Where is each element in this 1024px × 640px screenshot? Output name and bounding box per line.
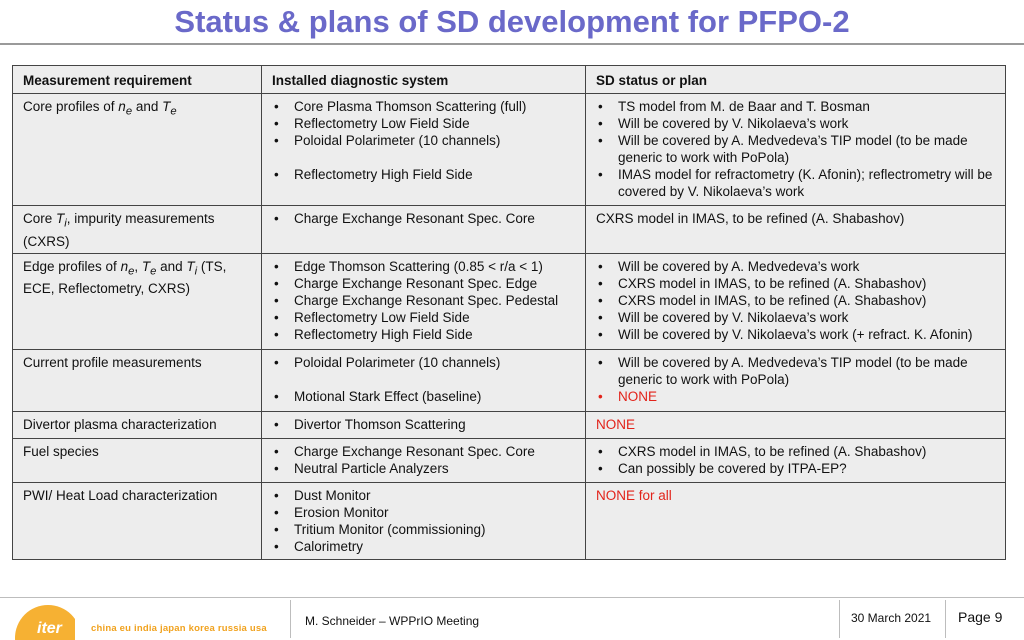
list-item: • Reflectometry High Field Side bbox=[272, 326, 577, 343]
systems-cell bbox=[262, 438, 586, 482]
list-item: • Reflectometry High Field Side bbox=[272, 166, 577, 183]
list-item: • Edge Thomson Scattering (0.85 < r/a < 1) bbox=[272, 258, 577, 275]
systems-cell bbox=[262, 94, 586, 206]
list-item: • Erosion Monitor bbox=[272, 504, 577, 521]
list-item: • Will be covered by V. Nikolaeva’s work bbox=[596, 309, 997, 326]
footer-divider bbox=[0, 597, 1024, 598]
table-row bbox=[13, 349, 1006, 411]
list-item: • CXRS model in IMAS, to be refined (A. Shabashov) bbox=[596, 443, 997, 460]
logo-text: iter bbox=[37, 620, 62, 637]
requirement-cell: PWI/ Heat Load characterization bbox=[13, 482, 262, 559]
systems-cell bbox=[262, 411, 586, 438]
table-header-row bbox=[13, 66, 1006, 94]
list-item: • NONE bbox=[596, 388, 997, 405]
status-cell: CXRS model in IMAS, to be refined (A. Shabashov) bbox=[586, 206, 1006, 254]
list-item: • Will be covered by A. Medvedeva’s work bbox=[596, 258, 997, 275]
table-row bbox=[13, 94, 1006, 206]
table-row bbox=[13, 482, 1006, 559]
systems-cell bbox=[262, 206, 586, 254]
list-item: • IMAS model for refractometry (K. Afonin); reflectrometry will be covered by V. Nikolaeva’s work bbox=[596, 166, 997, 200]
list-item: • Neutral Particle Analyzers bbox=[272, 460, 577, 477]
list-item: • Tritium Monitor (commissioning) bbox=[272, 521, 577, 538]
requirement-cell: Core $T_i$, impurity measurements (CXRS) bbox=[13, 206, 262, 254]
table-row bbox=[13, 411, 1006, 438]
table-row bbox=[13, 206, 1006, 254]
requirement-cell: Edge profiles of $n_e$, $T_e$ and $T_i$ (TS, ECE, Reflectometry, CXRS) bbox=[13, 253, 262, 349]
requirement-cell: Divertor plasma characterization bbox=[13, 411, 262, 438]
requirement-cell: Fuel species bbox=[13, 438, 262, 482]
header-installed-diagnostic-system: Installed diagnostic system bbox=[262, 66, 586, 94]
list-item: • Poloidal Polarimeter (10 channels) bbox=[272, 354, 577, 371]
slide-title: Status & plans of SD development for PFPO-2 bbox=[174, 4, 850, 39]
page-number: Page 9 bbox=[958, 609, 1003, 625]
header-sd-status: SD status or plan bbox=[586, 66, 1006, 94]
systems-cell bbox=[262, 253, 586, 349]
list-item: • Will be covered by A. Medvedeva’s TIP model (to be made generic to work with PoPola) bbox=[596, 354, 997, 388]
status-cell: NONE bbox=[586, 411, 1006, 438]
logo-countries: china eu india japan korea russia usa bbox=[91, 623, 267, 634]
list-item: • TS model from M. de Baar and T. Bosman bbox=[596, 98, 997, 115]
list-item: • Motional Stark Effect (baseline) bbox=[272, 388, 577, 405]
status-table bbox=[12, 65, 1006, 560]
list-item: • Will be covered by V. Nikolaeva’s work bbox=[596, 115, 997, 132]
footer-separator bbox=[945, 600, 946, 638]
list-item: • CXRS model in IMAS, to be refined (A. Shabashov) bbox=[596, 292, 997, 309]
requirement-cell: Current profile measurements bbox=[13, 349, 262, 411]
footer-separator bbox=[839, 600, 840, 638]
list-item: • Charge Exchange Resonant Spec. Pedestal bbox=[272, 292, 577, 309]
list-item: • Will be covered by V. Nikolaeva’s work (+ refract. K. Afonin) bbox=[596, 326, 997, 343]
list-item: • Reflectometry Low Field Side bbox=[272, 309, 577, 326]
table-row bbox=[13, 438, 1006, 482]
status-cell bbox=[586, 253, 1006, 349]
list-item: • Core Plasma Thomson Scattering (full) bbox=[272, 98, 577, 115]
list-item: • Charge Exchange Resonant Spec. Core bbox=[272, 443, 577, 460]
title-divider bbox=[0, 43, 1024, 45]
list-item: • CXRS model in IMAS, to be refined (A. Shabashov) bbox=[596, 275, 997, 292]
list-item: • Divertor Thomson Scattering bbox=[272, 416, 577, 433]
footer-author: M. Schneider – WPPrIO Meeting bbox=[305, 614, 480, 628]
status-cell bbox=[586, 94, 1006, 206]
status-cell: NONE for all bbox=[586, 482, 1006, 559]
list-item: • Calorimetry bbox=[272, 538, 577, 555]
table-row bbox=[13, 253, 1006, 349]
list-item: • Reflectometry Low Field Side bbox=[272, 115, 577, 132]
list-item: • Will be covered by A. Medvedeva’s TIP model (to be made generic to work with PoPola) bbox=[596, 132, 997, 166]
status-cell bbox=[586, 349, 1006, 411]
iter-logo bbox=[15, 605, 75, 640]
systems-cell bbox=[262, 482, 586, 559]
list-item: • Can possibly be covered by ITPA-EP? bbox=[596, 460, 997, 477]
header-measurement-requirement: Measurement requirement bbox=[13, 66, 262, 94]
systems-cell bbox=[262, 349, 586, 411]
status-cell bbox=[586, 438, 1006, 482]
list-item: • Poloidal Polarimeter (10 channels) bbox=[272, 132, 577, 149]
list-item: • Charge Exchange Resonant Spec. Edge bbox=[272, 275, 577, 292]
list-item: • Charge Exchange Resonant Spec. Core bbox=[272, 210, 577, 227]
list-item: • Dust Monitor bbox=[272, 487, 577, 504]
requirement-cell: Core profiles of $n_e$ and $T_e$ bbox=[13, 94, 262, 206]
footer-date: 30 March 2021 bbox=[851, 611, 932, 625]
footer-separator bbox=[290, 600, 291, 638]
